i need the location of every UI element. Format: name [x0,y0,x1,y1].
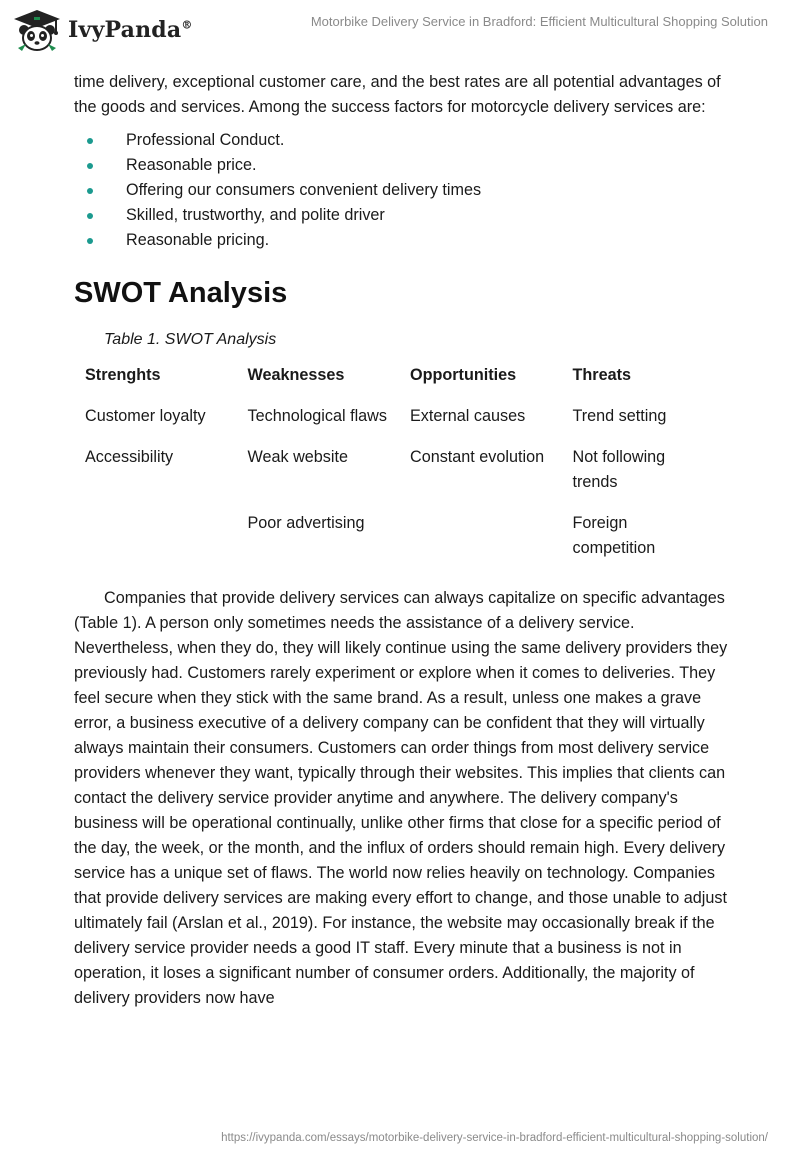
swot-table [74,363,724,577]
list-item-text: Reasonable pricing. [126,231,270,249]
table-row [74,445,724,511]
table-row [74,511,724,577]
running-title: Motorbike Delivery Service in Bradford: Efficient Multicultural Shopping Solution [310,14,768,29]
column-header: Strenghts [85,366,161,384]
ivypanda-logo[interactable] [12,8,193,52]
bullet-icon [87,188,93,194]
article-content [74,70,734,1011]
table-cell: Customer loyalty [85,407,206,425]
logo-wordmark: IvyPanda® [68,17,193,43]
column-header: Threats [572,366,631,384]
column-header: Weaknesses [247,366,345,384]
bullet-icon [87,138,93,144]
table-caption: Table 1. SWOT Analysis [104,331,277,348]
list-item [74,228,734,253]
page-header [0,0,800,60]
table-cell: Foreign competition [572,514,656,557]
success-factors-list [74,128,734,253]
list-item [74,178,734,203]
body-paragraph-wrap [74,586,734,1011]
table-cell: Accessibility [85,448,174,466]
table-cell: External causes [410,407,526,425]
panda-graduate-icon [12,8,62,52]
source-url-link[interactable]: https://ivypanda.com/essays/motorbike-delivery-service-in-bradford-efficient-multicultural-shopping-solution/ [221,1132,768,1144]
table-cell [399,511,562,577]
bullet-icon [87,213,93,219]
bullet-icon [87,238,93,244]
list-item [74,203,734,228]
table-cell [74,511,237,577]
column-header: Opportunities [410,366,517,384]
section-heading: SWOT Analysis [74,277,288,309]
table-cell: Technological flaws [247,407,387,425]
table-row [74,404,724,445]
table-cell: Poor advertising [247,514,365,532]
list-item [74,153,734,178]
list-item [74,128,734,153]
intro-paragraph: time delivery, exceptional customer care, and the best rates are all potential advantages of the goods and services. Among the success factors for motorcycle delivery services are: [74,73,721,116]
table-cell: Weak website [247,448,348,466]
list-item-text: Reasonable price. [126,156,257,174]
registered-mark: ® [181,18,193,32]
list-item-text: Professional Conduct. [126,131,285,149]
list-item-text: Skilled, trustworthy, and polite driver [126,206,385,224]
table-cell: Trend setting [572,407,667,425]
bullet-icon [87,163,93,169]
table-cell: Not following trends [572,448,666,491]
list-item-text: Offering our consumers convenient delivery times [126,181,482,199]
table-cell: Constant evolution [410,448,545,466]
table-header-row [74,363,724,404]
body-paragraph: Companies that provide delivery services can always capitalize on specific advantages (Table 1). A person only sometimes needs the assistance of a delivery service. Nevertheless, when they do, they will likely continue using the same delivery providers they previously had. Customers rarely experiment or explore when it comes to deliveries. They feel secure when they stick with the same brand. As a result, unless one makes a grave error, a business executive of a delivery company can be confident that they will virtually always maintain their consumers. Customers can order things from most delivery service providers whenever they want, typically through their websites. This implies that clients can contact the delivery service provider anytime and anywhere. The delivery company's business will be operational continually, unlike other firms that close for a specific period of the day, the week, or the month, and the influx of orders should remain high. Every delivery service has a unique set of flaws. The world now relies heavily on technology. Companies that provide delivery services are making every effort to change, and those unable to adjust ultimately fail (Arslan et al., 2019). For instance, the website may occasionally break if the delivery service provider needs a good IT staff. Every minute that a business is not in operation, it loses a significant number of consumer orders. Additionally, the majority of delivery providers now have [74,589,728,1007]
